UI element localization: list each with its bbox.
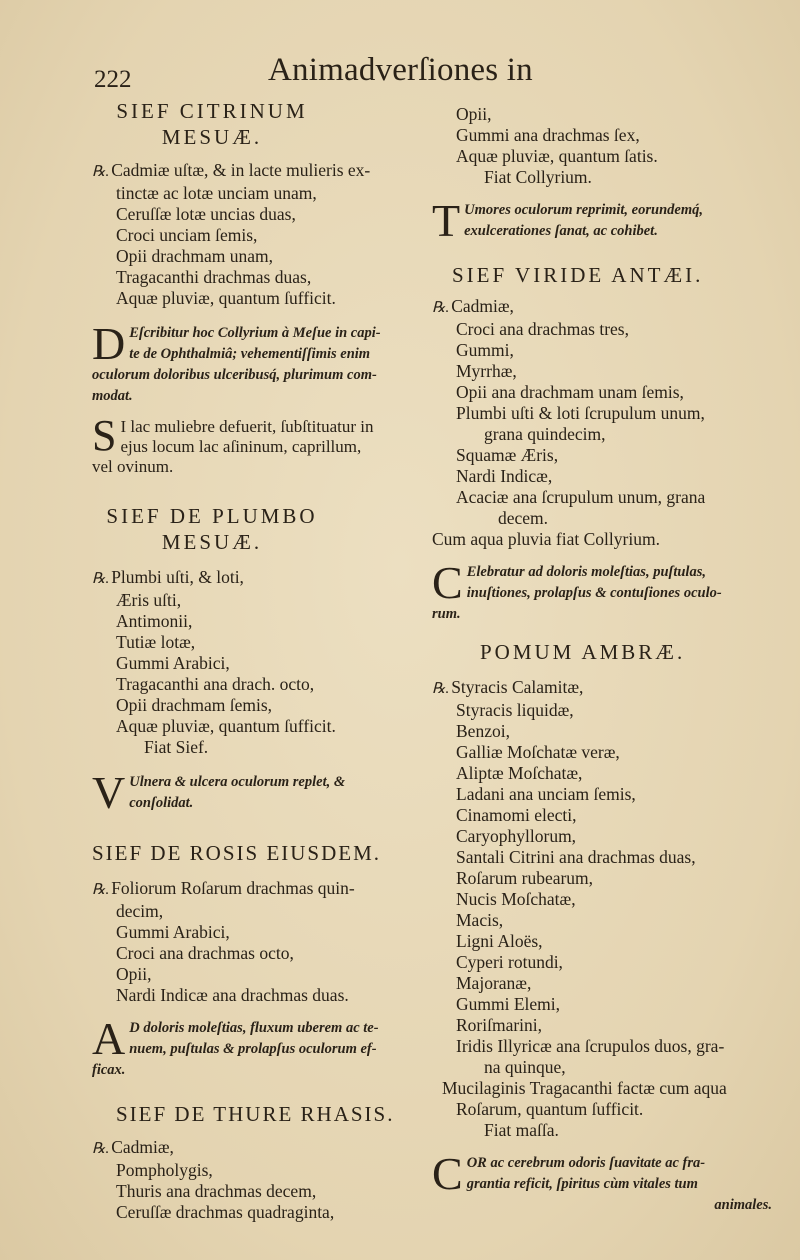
paragraph-lac-muliebre: S I lac muliebre defuerit, ſubſtituatur in ejus locum lac aſininum, caprillum, vel ovinum. xyxy=(92,411,374,476)
recipe-sief-de-plumbo: ℞. Plumbi uſti, & loti, Æris uſti, Antimonii, Tutiæ lotæ, Gummi Arabici, Tragacanthi ana drach. octo, Opii drachmam ſemis, Aquæ pluviæ, quantum ſufficit. Fiat Sief. xyxy=(92,567,336,757)
drop-cap: T xyxy=(432,195,461,246)
drop-cap: C xyxy=(432,557,463,608)
drop-cap: S xyxy=(92,411,117,460)
note-sief-citrinum: D Eſcribitur hoc Collyrium à Meſue in capi- te de Ophthalmiâ; vehementiſſimis enim oculorum doloribus ulceribusq́, plurimum com- modat. xyxy=(92,318,381,404)
heading-pomum-ambrae: POMUM AMBRÆ. xyxy=(480,640,686,664)
note-sief-de-plumbo: V Ulnera & ulcera oculorum replet, & conſolidat. xyxy=(92,767,346,818)
page-header xyxy=(0,52,800,92)
recipe-symbol: ℞. xyxy=(432,681,450,697)
left-column xyxy=(92,98,428,1223)
drop-cap: D xyxy=(92,318,126,369)
heading-sief-de-thure: SIEF DE THURE RHASIS. xyxy=(116,1102,395,1126)
running-title: Animadverſiones in xyxy=(268,52,533,88)
recipe-pomum-ambrae: ℞. Styracis Calamitæ, Styracis liquidæ, Benzoi, Galliæ Moſchatæ veræ, Aliptæ Moſchatæ, Ladani ana unciam ſemis, Cinamomi electi, Caryophyllorum, Santali Citrini ana drachmas duas, Roſarum rubearum, Nucis Moſchatæ, Macis, Ligni Aloës, Cyperi rotundi, Majoranæ, Gummi Elemi, Roriſmarini, Iridis Illyricæ ana ſcrupulos duos, gra- na quinque, Mucilaginis Tragacanthi factæ cum aqua Roſarum, quantum ſufficit. Fiat maſſa. xyxy=(432,677,727,1140)
recipe-continued: Opii, Gummi ana drachmas ſex, Aquæ pluviæ, quantum ſatis. Fiat Collyrium. xyxy=(456,104,658,187)
note-sief-de-rosis: A D doloris moleſtias, fluxum uberem ac te- nuem, puſtulas & prolapſus oculorum ef- ficax. xyxy=(92,1013,379,1078)
heading-sief-citrinum: SIEF CITRINUM MESUÆ. xyxy=(116,99,308,149)
page-number: 222 xyxy=(94,66,132,93)
note-sief-viride: C Elebratur ad doloris moleſtias, puſtulas, inuſtiones, prolapſus & contuſiones oculo- rum. xyxy=(432,557,722,622)
recipe-symbol: ℞. xyxy=(92,882,110,898)
recipe-sief-viride: ℞. Cadmiæ, Croci ana drachmas tres, Gummi, Myrrhæ, Opii ana drachmam unam ſemis, Plumbi uſti & loti ſcrupulum unum, grana quindecim, Squamæ Æris, Nardi Indicæ, Acaciæ ana ſcrupulum unum, grana decem. Cum aqua pluvia fiat Collyrium. xyxy=(432,296,706,549)
note-pomum-ambrae: C OR ac cerebrum odoris ſuavitate ac fra- grantia reficit, ſpiritus cùm vitales tum animales. xyxy=(432,1148,772,1213)
recipe-symbol: ℞. xyxy=(92,1141,110,1157)
right-column xyxy=(432,104,772,1216)
heading-sief-de-rosis: SIEF DE ROSIS EIUSDEM. xyxy=(92,841,382,865)
recipe-sief-de-rosis: ℞. Foliorum Roſarum drachmas quin- decim, Gummi Arabici, Croci ana drachmas octo, Opii, Nardi Indicæ ana drachmas duas. xyxy=(92,878,355,1005)
drop-cap: A xyxy=(92,1013,126,1064)
recipe-symbol: ℞. xyxy=(92,571,110,587)
heading-sief-viride: SIEF VIRIDE ANTÆI. xyxy=(452,263,704,287)
recipe-symbol: ℞. xyxy=(432,300,450,316)
recipe-sief-citrinum: ℞. Cadmiæ uſtæ, & in lacte mulieris ex- tinctæ ac lotæ unciam unam, Ceruſſæ lotæ uncias duas, Croci unciam ſemis, Opii drachmam unam, Tragacanthi drachmas duas, Aquæ pluviæ, quantum ſufficit. xyxy=(92,160,371,308)
note-humores: T Umores oculorum reprimit, eorundemq́, exulcerationes ſanat, ac cohibet. xyxy=(432,195,703,246)
drop-cap: V xyxy=(92,767,126,818)
recipe-symbol: ℞. xyxy=(92,164,110,180)
heading-sief-de-plumbo: SIEF DE PLUMBO MESUÆ. xyxy=(106,504,318,554)
drop-cap: C xyxy=(432,1148,463,1199)
recipe-sief-de-thure: ℞. Cadmiæ, Pompholygis, Thuris ana drachmas decem, Ceruſſæ drachmas quadraginta, xyxy=(92,1137,335,1222)
